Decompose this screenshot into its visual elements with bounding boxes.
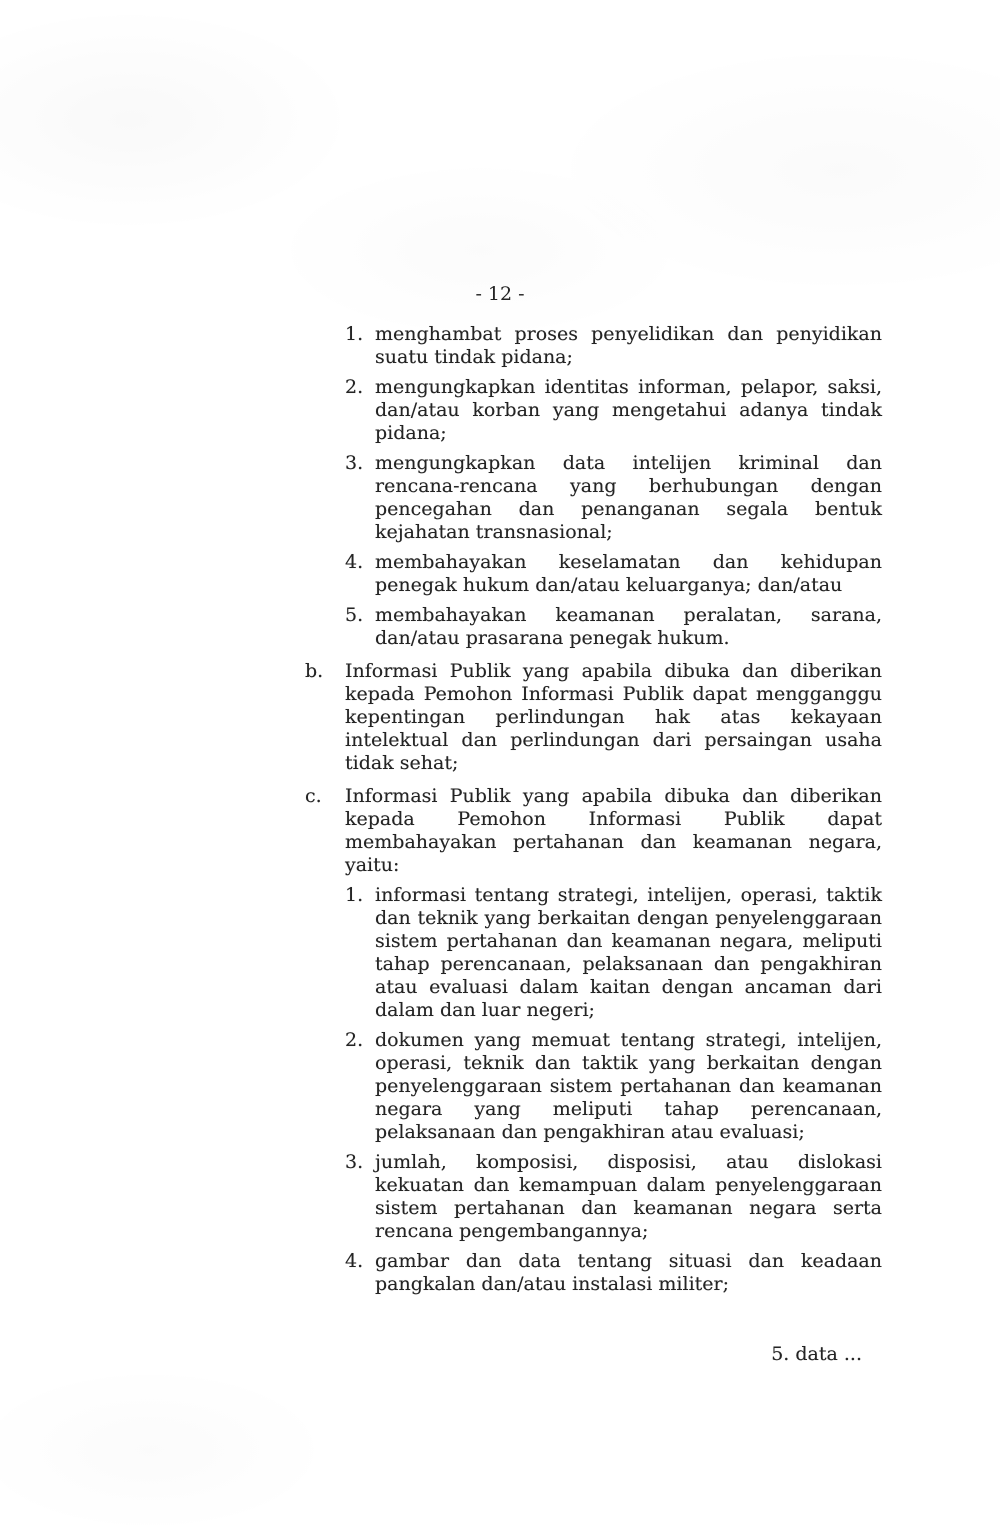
list-item — [345, 884, 882, 1022]
list-item — [345, 1029, 882, 1144]
text-line: tahap perencanaan, pelaksanaan dan pengakhiran — [375, 953, 882, 975]
text-line: dokumen yang memuat tentang strategi, intelijen, — [375, 1029, 882, 1051]
list-item — [345, 604, 882, 650]
text-line: atau evaluasi dalam kaitan dengan ancaman dari — [375, 976, 882, 998]
list-item — [305, 660, 882, 775]
list-item-text — [375, 1029, 882, 1144]
list-item-text — [375, 551, 882, 597]
text-line: mengungkapkan identitas informan, pelapor, saksi, — [375, 376, 882, 398]
text-line: membahayakan pertahanan dan keamanan negara, — [345, 831, 882, 853]
text-line: Informasi Publik yang apabila dibuka dan diberikan — [345, 785, 882, 807]
list-marker: 3. — [345, 452, 364, 474]
text-line: dan/atau korban yang mengetahui adanya tindak — [375, 399, 882, 421]
text-line: dan/atau prasarana penegak hukum. — [375, 627, 730, 649]
text-line: kejahatan transnasional; — [375, 521, 613, 543]
text-line: rencana pengembangannya; — [375, 1220, 649, 1242]
list-item-text — [375, 1250, 882, 1296]
list-item-text — [375, 884, 882, 1022]
text-line: rencana-rencana yang berhubungan dengan — [375, 475, 882, 497]
list-item-text — [375, 1151, 882, 1243]
text-line: negara yang meliputi tahap perencanaan, — [375, 1098, 882, 1120]
text-line: pencegahan dan penanganan segala bentuk — [375, 498, 882, 520]
list-item-text — [345, 660, 882, 775]
list-marker: 5. — [345, 604, 364, 626]
text-line: sistem pertahanan dan keamanan negara serta — [375, 1197, 882, 1219]
text-line: dalam dan luar negeri; — [375, 999, 595, 1021]
text-line: membahayakan keamanan peralatan, sarana, — [375, 604, 882, 626]
text-line: tidak sehat; — [345, 752, 459, 774]
text-line: membahayakan keselamatan dan kehidupan — [375, 551, 882, 573]
list-item — [345, 1151, 882, 1243]
list-item-text — [375, 604, 882, 650]
list-item-text — [345, 785, 882, 877]
text-line: informasi tentang strategi, intelijen, operasi, taktik — [375, 884, 882, 906]
list-marker: c. — [305, 785, 322, 807]
list-marker: 2. — [345, 1029, 364, 1051]
text-line: Informasi Publik yang apabila dibuka dan diberikan — [345, 660, 882, 682]
list-item — [345, 1250, 882, 1296]
text-line: menghambat proses penyelidikan dan penyidikan — [375, 323, 882, 345]
list-marker: 4. — [345, 1250, 364, 1272]
text-line: kepada Pemohon Informasi Publik dapat mengganggu — [345, 683, 882, 705]
text-line: gambar dan data tentang situasi dan keadaan — [375, 1250, 882, 1272]
text-line: yaitu: — [345, 854, 400, 876]
text-line: kepentingan perlindungan hak atas kekayaan — [345, 706, 882, 728]
list-item — [345, 323, 882, 369]
list-marker: 3. — [345, 1151, 364, 1173]
list-marker: 4. — [345, 551, 364, 573]
text-line: sistem pertahanan dan keamanan negara, meliputi — [375, 930, 882, 952]
text-line: kepada Pemohon Informasi Publik dapat — [345, 808, 882, 830]
list-marker: 1. — [345, 884, 364, 906]
list-item — [345, 452, 882, 544]
page-number: - 12 - — [475, 283, 525, 305]
list-item-text — [375, 452, 882, 544]
list-item — [345, 551, 882, 597]
text-line: pangkalan dan/atau instalasi militer; — [375, 1273, 730, 1295]
text-line: kekuatan dan kemampuan dalam penyelenggaraan — [375, 1174, 882, 1196]
text-line: operasi, teknik dan taktik yang berkaitan dengan — [375, 1052, 882, 1074]
text-line: intelektual dan perlindungan dari persaingan usaha — [345, 729, 882, 751]
text-line: penyelenggaraan sistem pertahanan dan keamanan — [375, 1075, 882, 1097]
list-marker: b. — [305, 660, 324, 682]
text-line: pelaksanaan dan pengakhiran atau evaluasi; — [375, 1121, 805, 1143]
text-line: jumlah, komposisi, disposisi, atau dislokasi — [375, 1151, 882, 1173]
text-line: pidana; — [375, 422, 447, 444]
list-marker: 2. — [345, 376, 364, 398]
text-line: dan teknik yang berkaitan dengan penyelenggaraan — [375, 907, 882, 929]
list-item — [345, 376, 882, 445]
catchword: 5. data ... — [771, 1343, 862, 1365]
text-line: suatu tindak pidana; — [375, 346, 573, 368]
list-item — [305, 785, 882, 877]
list-item-text — [375, 376, 882, 445]
list-item-text — [375, 323, 882, 369]
text-line: mengungkapkan data intelijen kriminal dan — [375, 452, 882, 474]
content-blocks — [305, 323, 882, 1296]
list-marker: 1. — [345, 323, 364, 345]
text-line: penegak hukum dan/atau keluarganya; dan/atau — [375, 574, 843, 596]
